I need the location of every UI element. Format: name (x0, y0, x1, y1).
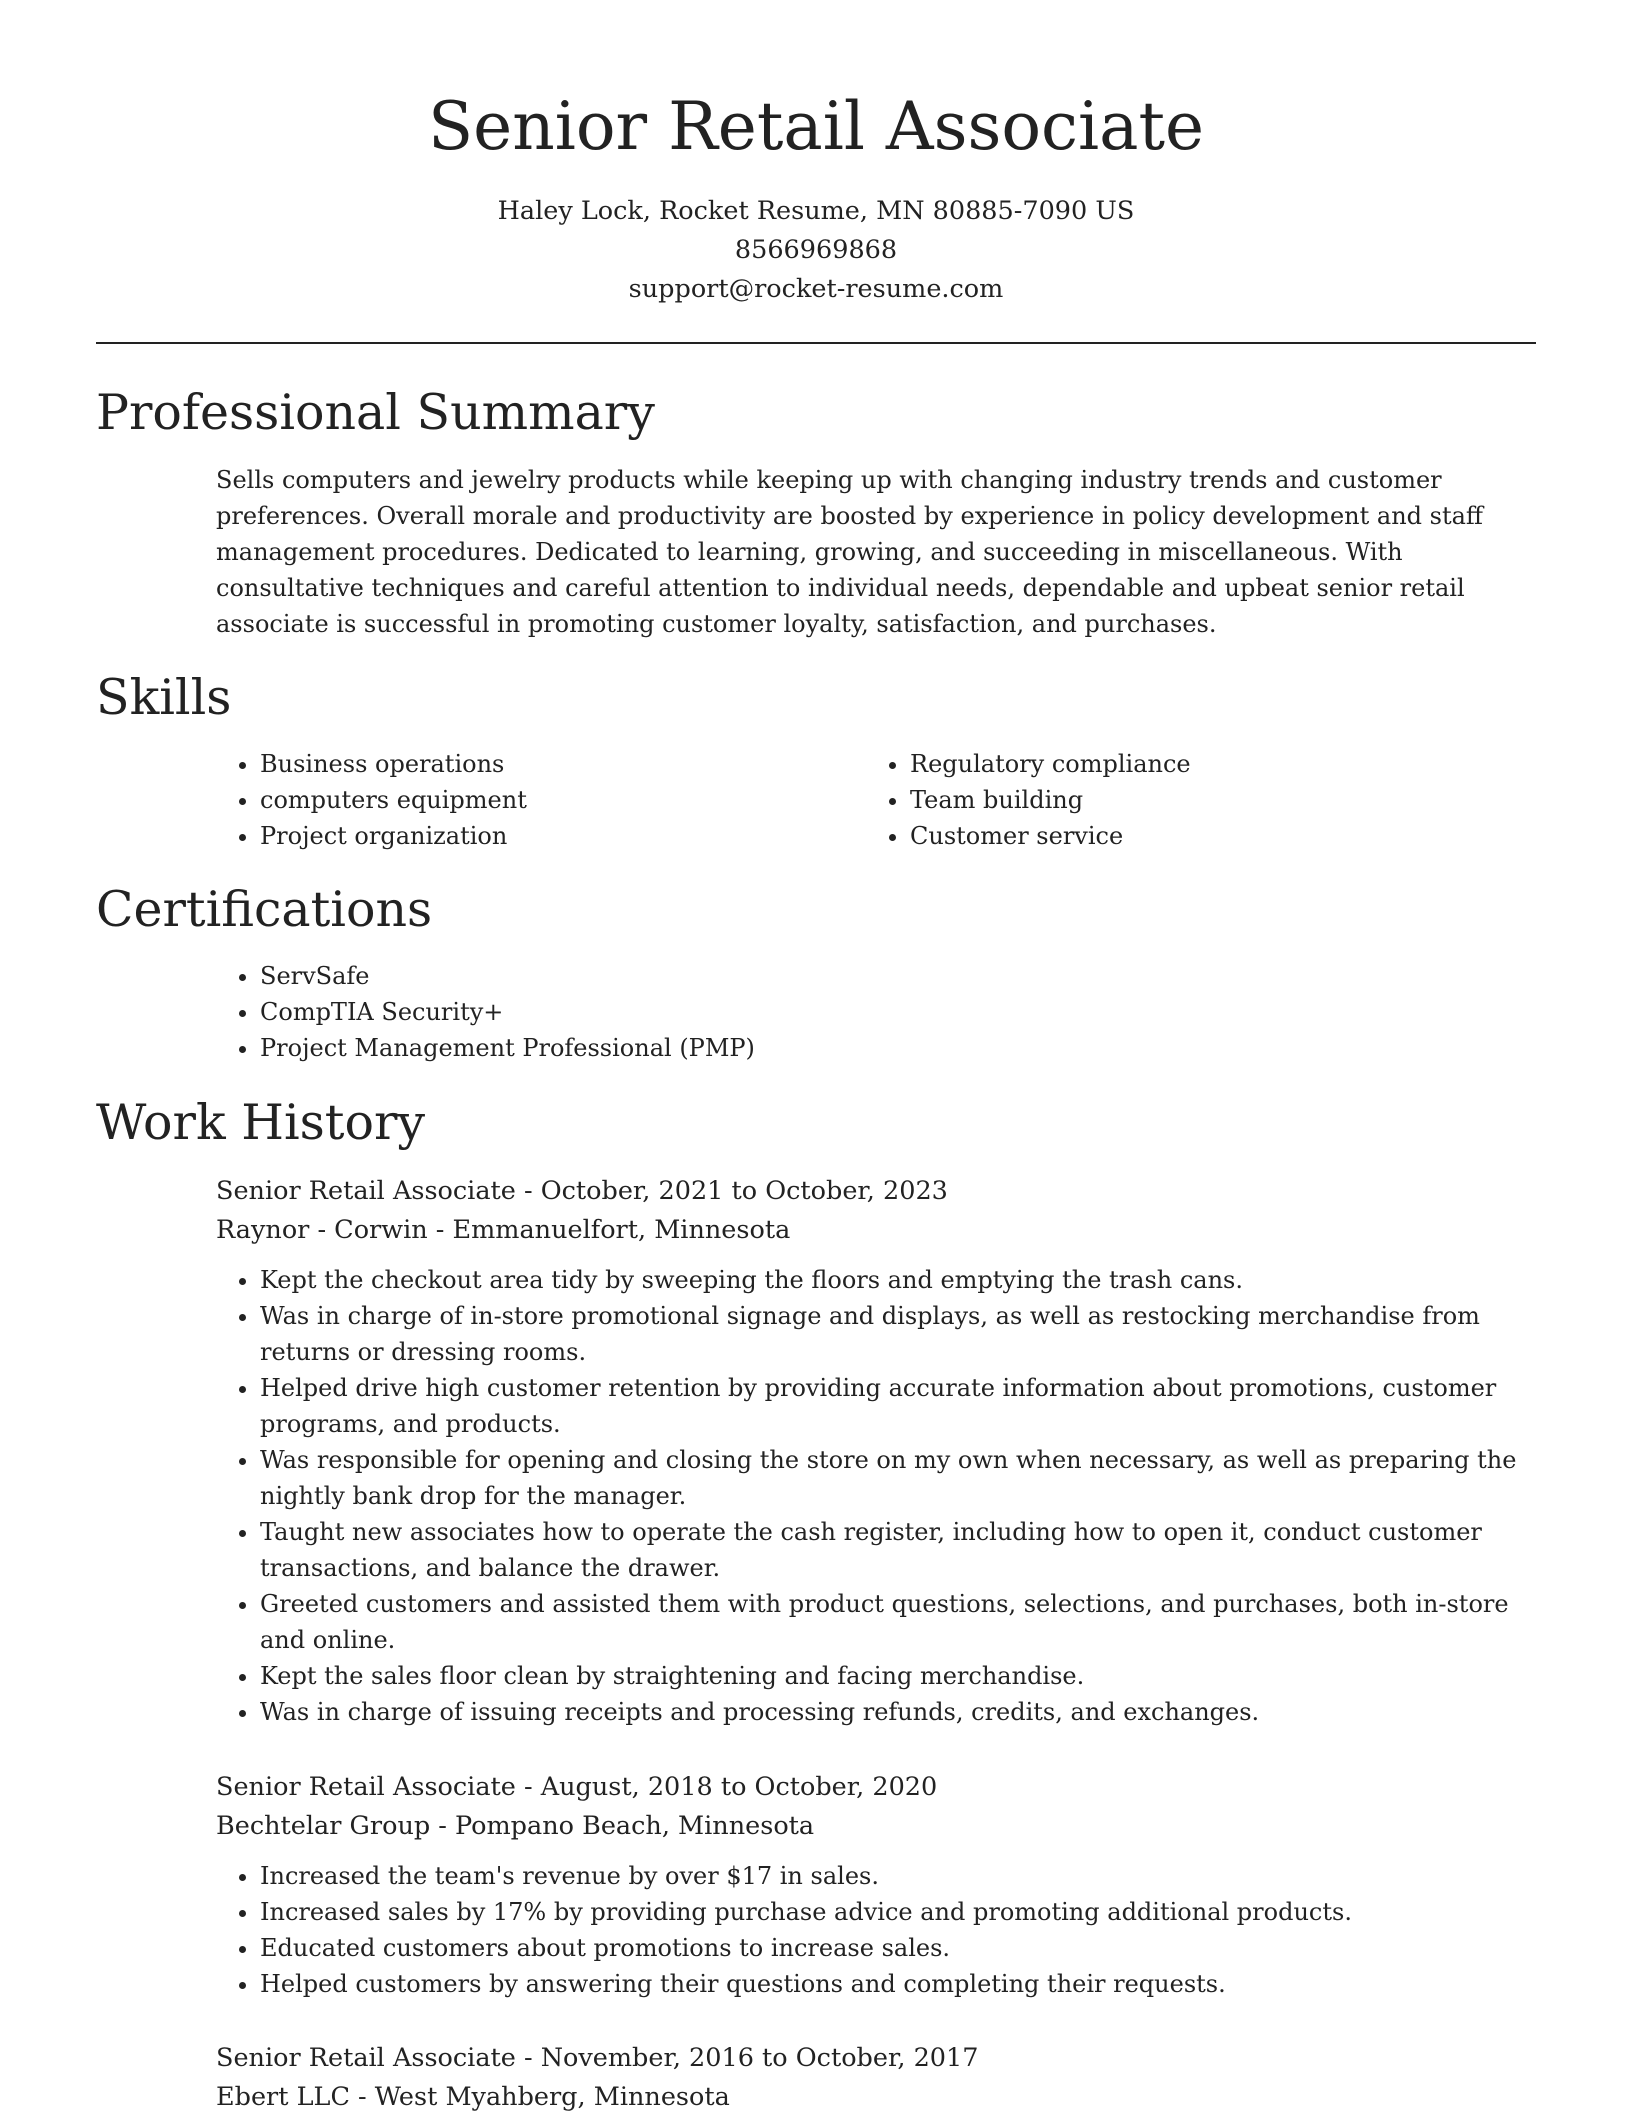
job-location: - Pompano Beach, Minnesota (430, 1811, 815, 1841)
job-title-line (216, 1172, 1536, 1211)
job-duties-list (216, 1262, 1536, 1730)
skill-item: • computers equipment (260, 782, 527, 818)
job-duties-list (216, 1858, 1536, 2002)
skills-column-right (866, 746, 1191, 854)
job-company-line (216, 1211, 1536, 1250)
job-company: Bechtelar Group (216, 1811, 431, 1841)
job-duty: • Helped drive high customer retention by providing accurate information about promotions, customer programs, and products. (260, 1370, 1536, 1442)
skill-item: • Business operations (260, 746, 527, 782)
job-title-line (216, 1768, 1536, 1807)
contact-address: Haley Lock, Rocket Resume, MN 80885-7090 US (497, 196, 1135, 226)
job-company: Ebert LLC (216, 2082, 350, 2112)
header-divider (96, 342, 1536, 344)
certification-item: • Project Management Professional (PMP) (260, 1030, 755, 1066)
job-title-line (216, 2039, 1536, 2078)
contact-phone: 8566969868 (734, 235, 898, 265)
skill-item: • Team building (910, 782, 1191, 818)
summary-text: Sells computers and jewelry products while keeping up with changing industry trends and customer preferences. Overall morale and productivity are boosted by experience in policy development and staff management procedures. Dedicated to learning, growing, and succeeding in miscellaneous. With consultative techniques and careful attention to individual needs, dependable and upbeat senior retail associate is successful in promoting customer loyalty, satisfaction, and purchases. (216, 466, 1483, 638)
job-title: Senior Retail Associate (216, 1772, 516, 1802)
skill-item: • Project organization (260, 818, 527, 854)
job-company-line (216, 2078, 1536, 2117)
skills-list-left (216, 746, 527, 854)
job-company-line (216, 1807, 1536, 1846)
job-location: - West Myahberg, Minnesota (349, 2082, 730, 2112)
job-duty: • Was in charge of issuing receipts and processing refunds, credits, and exchanges. (260, 1694, 1536, 1730)
job-duty: • Greeted customers and assisted them with product questions, selections, and purchases, both in-store and online. (260, 1586, 1536, 1658)
skills-column-left (216, 746, 527, 854)
certifications-block (216, 958, 755, 1066)
job-entry (216, 1172, 1536, 1730)
contact-block (0, 192, 1632, 309)
job-title: Senior Retail Associate (216, 1176, 516, 1206)
job-dates: - August, 2018 to October, 2020 (515, 1772, 938, 1802)
job-duty: • Helped customers by answering their questions and completing their requests. (260, 1966, 1536, 2002)
job-duty: • Educated customers about promotions to increase sales. (260, 1930, 1536, 1966)
job-duty: • Increased the team's revenue by over $17 in sales. (260, 1858, 1536, 1894)
resume-title: Senior Retail Associate (427, 88, 1205, 165)
skill-item: • Customer service (910, 818, 1191, 854)
skill-item: • Regulatory compliance (910, 746, 1191, 782)
job-duty: • Kept the checkout area tidy by sweeping the floors and emptying the trash cans. (260, 1262, 1536, 1298)
job-entry (216, 2039, 1536, 2117)
job-duty: • Was in charge of in-store promotional signage and displays, as well as restocking merchandise from returns or dressing rooms. (260, 1298, 1536, 1370)
job-duty: • Increased sales by 17% by providing purchase advice and promoting additional products. (260, 1894, 1536, 1930)
skills-heading: Skills (96, 669, 232, 726)
job-duty: • Kept the sales floor clean by straightening and facing merchandise. (260, 1658, 1536, 1694)
job-duty: • Was responsible for opening and closing the store on my own when necessary, as well as preparing the nightly bank drop for the manager. (260, 1442, 1536, 1514)
summary-heading: Professional Summary (96, 384, 655, 441)
skills-list-right (866, 746, 1191, 854)
job-dates: - October, 2021 to October, 2023 (515, 1176, 948, 1206)
work-history-heading: Work History (96, 1094, 426, 1151)
certification-item: • ServSafe (260, 958, 755, 994)
job-entry (216, 1768, 1536, 2002)
certifications-list (216, 958, 755, 1066)
job-dates: - November, 2016 to October, 2017 (515, 2043, 979, 2073)
certification-item: • CompTIA Security+ (260, 994, 755, 1030)
certifications-heading: Certifications (96, 881, 433, 938)
job-location: - Emmanuelfort, Minnesota (427, 1215, 791, 1245)
job-company: Raynor - Corwin (216, 1215, 428, 1245)
job-title: Senior Retail Associate (216, 2043, 516, 2073)
job-duty: • Taught new associates how to operate the cash register, including how to open it, conduct customer transactions, and balance the drawer. (260, 1514, 1536, 1586)
contact-email: support@rocket-resume.com (628, 274, 1004, 304)
